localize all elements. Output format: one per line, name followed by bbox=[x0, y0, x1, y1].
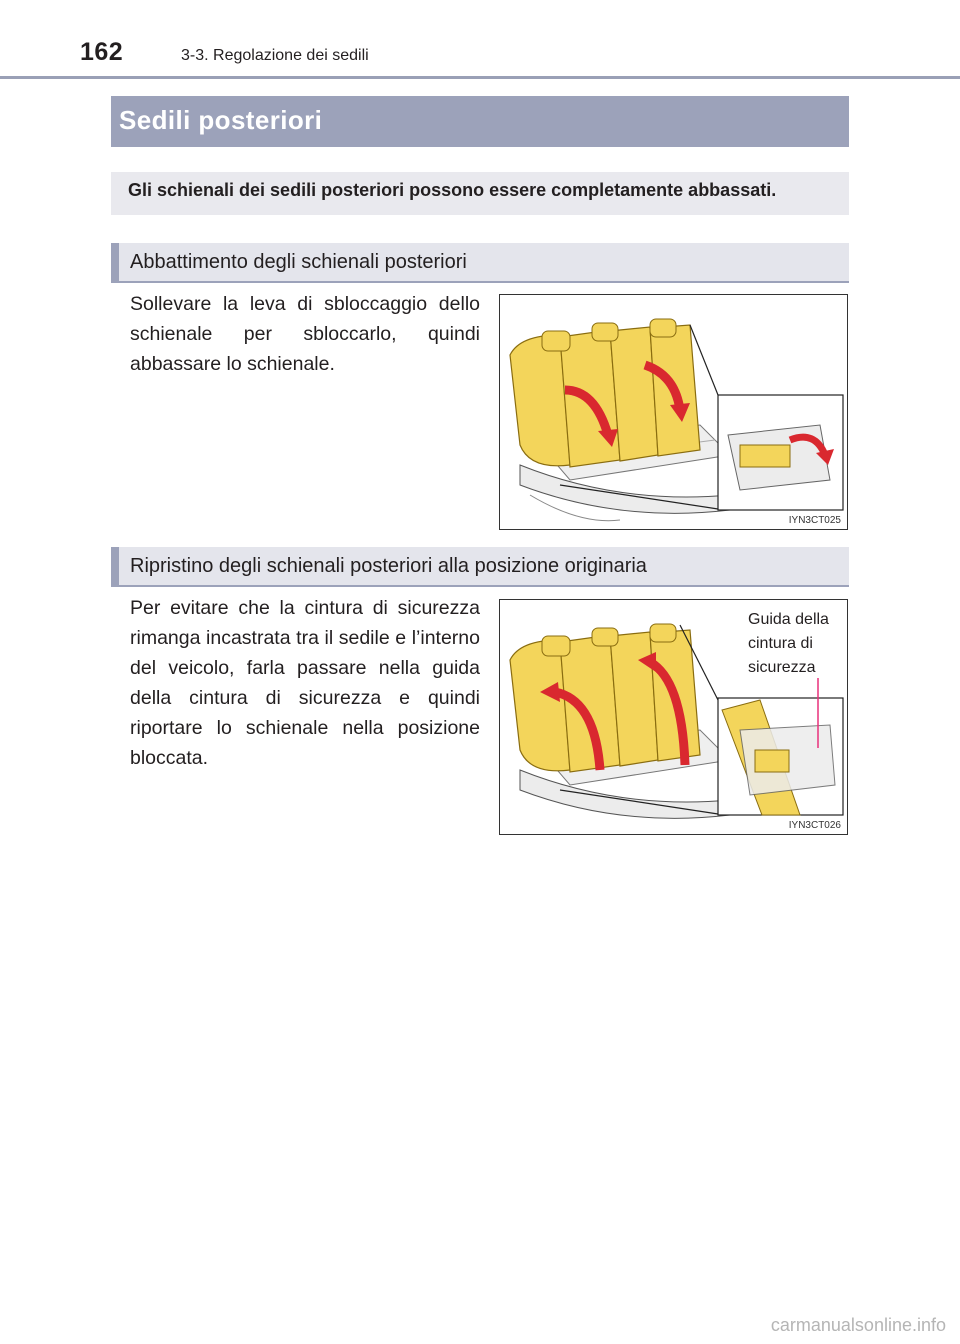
restore-heading: Ripristino degli schienali posteriori alla posizione originaria bbox=[130, 555, 647, 577]
restore-figure-code: IYN3CT026 bbox=[788, 820, 841, 831]
intro-box bbox=[111, 172, 849, 215]
callout-line-3: sicurezza bbox=[748, 659, 816, 676]
restore-illustration bbox=[499, 599, 848, 835]
restore-heading-bar bbox=[111, 547, 849, 587]
section-title: Sedili posteriori bbox=[119, 105, 323, 135]
callout-line-2: cintura di bbox=[748, 635, 813, 652]
intro-text: Gli schienali dei sedili posteriori possono essere completamente abbassati. bbox=[128, 180, 777, 200]
callout-line-1: Guida della bbox=[748, 611, 829, 628]
fold-seat-drawing bbox=[500, 295, 848, 530]
page-number: 162 bbox=[80, 38, 124, 66]
fold-heading-bar bbox=[111, 243, 849, 283]
fold-instructions: Sollevare la leva di sbloccaggio dello schienale per sbloccarlo, quindi abbassare lo schienale. bbox=[130, 293, 480, 375]
header-rule bbox=[0, 76, 960, 79]
fold-heading: Abbattimento degli schienali posteriori bbox=[130, 251, 467, 273]
fold-figure-code: IYN3CT025 bbox=[788, 515, 841, 526]
belt-guide-callout bbox=[748, 608, 829, 680]
watermark: carmanualsonline.info bbox=[770, 1315, 946, 1335]
restore-instructions: Per evitare che la cintura di sicurezza rimanga incastrata tra il sedile e l’interno del veicolo, farla passare nella guida della cintura di sicurezza e quindi riportare lo schienale nella posizione bloccata. bbox=[130, 597, 480, 769]
section-banner bbox=[111, 96, 849, 147]
fold-illustration bbox=[499, 294, 848, 530]
running-head: 3-3. Regolazione dei sedili bbox=[181, 47, 369, 64]
